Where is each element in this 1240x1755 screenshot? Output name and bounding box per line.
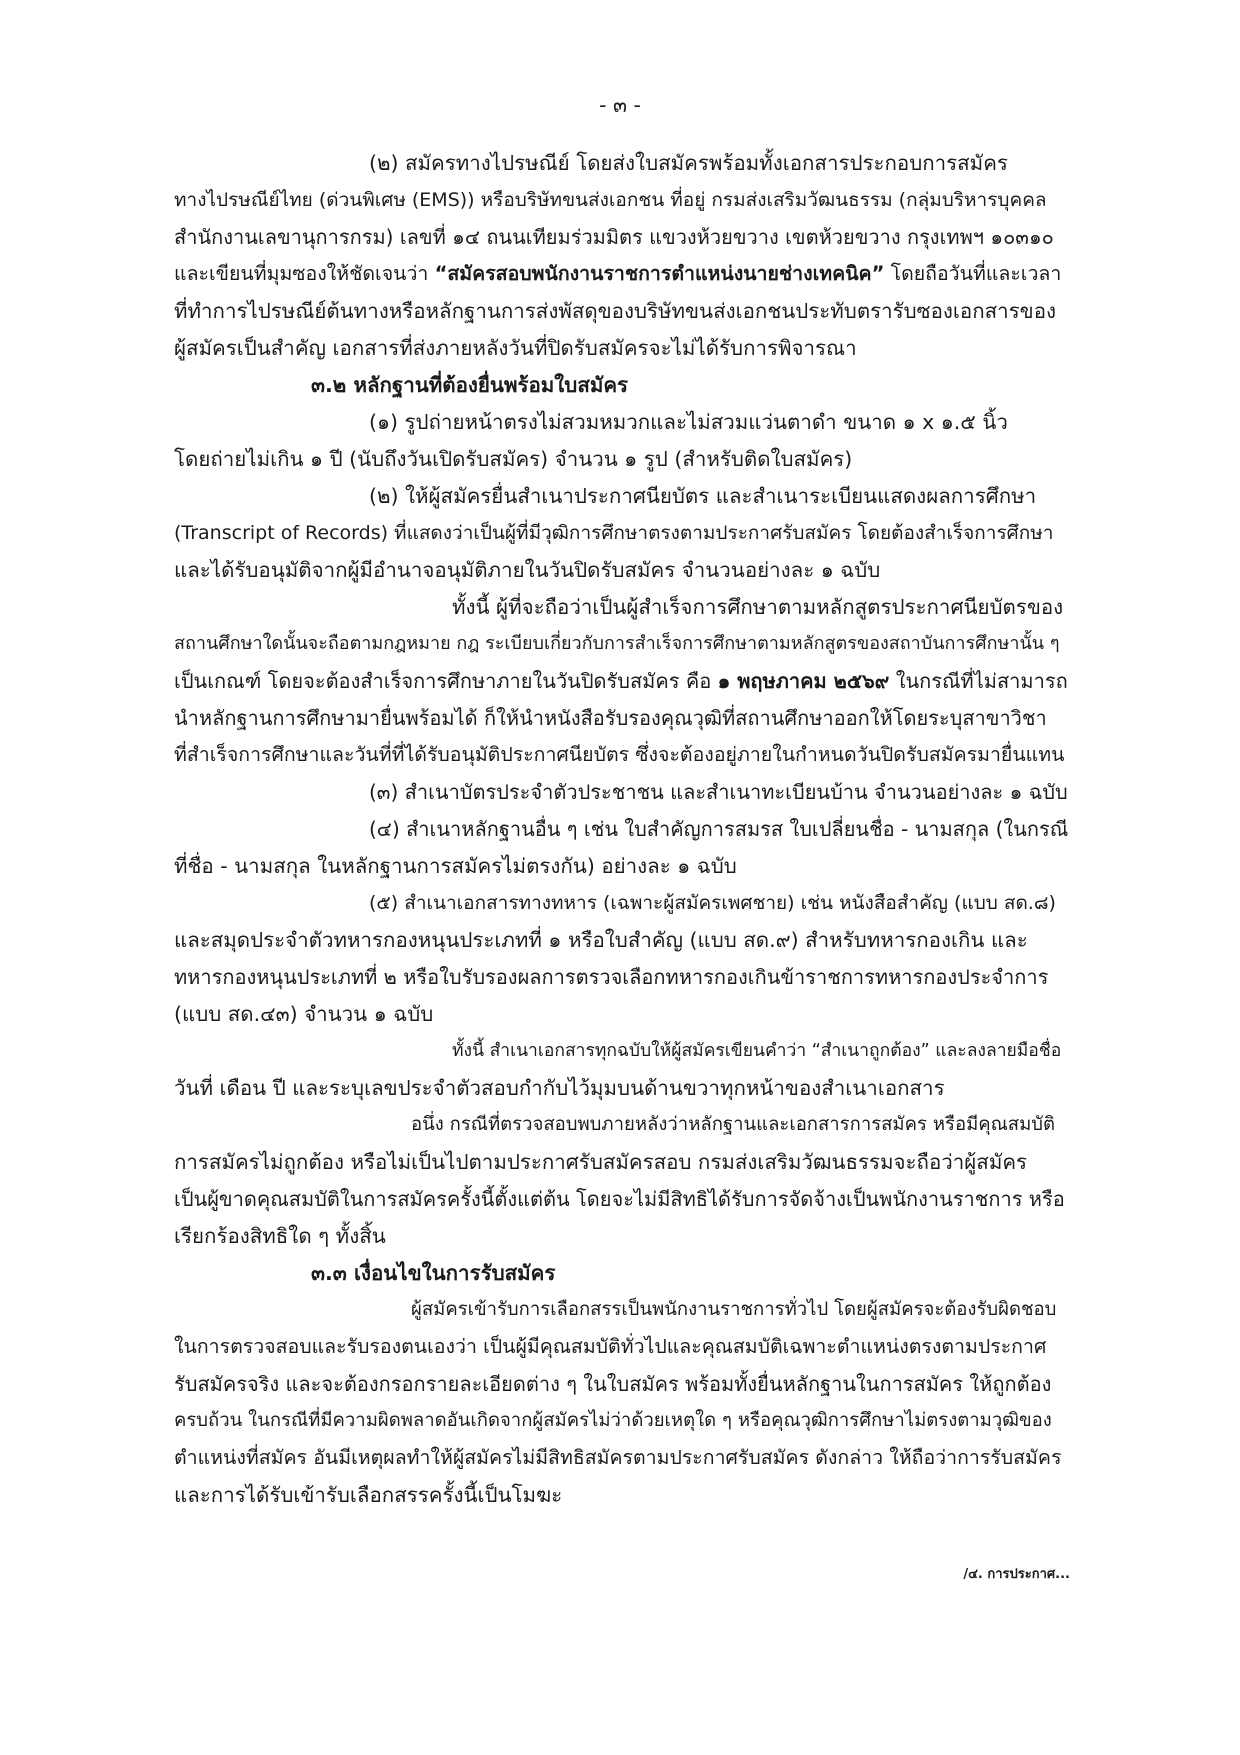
body-line: (๒) ให้ผู้สมัครยื่นสำเนาประกาศนียบัตร และสำเนาระเบียนแสดงผลการศึกษา: [369, 484, 1037, 508]
body-line: [174, 666, 1068, 696]
section-heading: ๓.๒ หลักฐานที่ต้องยื่นพร้อมใบสมัคร: [311, 373, 629, 397]
page-number: - ๓ -: [599, 93, 641, 117]
body-line: รับสมัครจริง และจะต้องกรอกรายละเอียดต่าง ๆ ในใบสมัคร พร้อมทั้งยื่นหลักฐานในการสมัคร ให้ถูกต้อง: [174, 1372, 1052, 1396]
body-line: [174, 259, 1061, 289]
emphasis-date: ๑ พฤษภาคม ๒๕๖๙: [717, 669, 890, 693]
body-line: โดยถ่ายไม่เกิน ๑ ปี (นับถึงวันเปิดรับสมัคร) จำนวน ๑ รูป (สำหรับติดใบสมัคร): [174, 447, 853, 471]
body-line: ทางไปรษณีย์ไทย (ด่วนพิเศษ (EMS)) หรือบริษัทขนส่งเอกชน ที่อยู่ กรมส่งเสริมวัฒนธรรม (กลุ่มบริหารบุคคล: [174, 189, 1047, 211]
body-line: ทั้งนี้ ผู้ที่จะถือว่าเป็นผู้สำเร็จการศึกษาตามหลักสูตรประกาศนียบัตรของ: [452, 595, 1064, 619]
body-line: การสมัครไม่ถูกต้อง หรือไม่เป็นไปตามประกาศรับสมัครสอบ กรมส่งเสริมวัฒนธรรมจะถือว่าผู้สมัคร: [174, 1150, 1028, 1174]
body-line: (๒) สมัครทางไปรษณีย์ โดยส่งใบสมัครพร้อมทั้งเอกสารประกอบการสมัคร: [369, 151, 1008, 175]
body-line: ที่สำเร็จการศึกษาและวันที่ที่ได้รับอนุมัติประกาศนียบัตร ซึ่งจะต้องอยู่ภายในกำหนดวันปิดรับสมัครมายื่นแทน: [174, 743, 1065, 766]
line-text: ในกรณีที่ไม่สามารถ: [889, 669, 1068, 693]
body-line: ทั้งนี้ สำเนาเอกสารทุกฉบับให้ผู้สมัครเขียนคำว่า “สำเนาถูกต้อง” และลงลายมือชื่อ: [452, 1041, 1062, 1061]
body-line: (Transcript of Records) ที่แสดงว่าเป็นผู้ที่มีวุฒิการศึกษาตรงตามประกาศรับสมัคร โดยต้องสำเร็จการศึกษา: [174, 522, 1054, 544]
body-line: ทหารกองหนุนประเภทที่ ๒ หรือใบรับรองผลการตรวจเลือกทหารกองเกินข้าราชการทหารกองประจำการ: [174, 965, 1049, 989]
emphasis-text: “สมัครสอบพนักงานราชการตำแหน่งนายช่างเทคนิค”: [434, 262, 885, 285]
body-line: ที่ชื่อ - นามสกุล ในหลักฐานการสมัครไม่ตรงกัน) อย่างละ ๑ ฉบับ: [174, 854, 737, 878]
body-line: (๔) สำเนาหลักฐานอื่น ๆ เช่น ใบสำคัญการสมรส ใบเปลี่ยนชื่อ - นามสกุล (ในกรณี: [369, 817, 1069, 841]
body-line: เป็นผู้ขาดคุณสมบัติในการสมัครครั้งนี้ตั้งแต่ต้น โดยจะไม่มีสิทธิได้รับการจัดจ้างเป็นพนักงานราชการ หรือ: [174, 1187, 1065, 1211]
body-line: ในการตรวจสอบและรับรองตนเองว่า เป็นผู้มีคุณสมบัติทั่วไปและคุณสมบัติเฉพาะตำแหน่งตรงตามประกาศ: [174, 1335, 1047, 1358]
body-line: (๑) รูปถ่ายหน้าตรงไม่สวมหมวกและไม่สวมแว่นตาดำ ขนาด ๑ x ๑.๕ นิ้ว: [369, 410, 1008, 434]
body-line: ตำแหน่งที่สมัคร อันมีเหตุผลทำให้ผู้สมัครไม่มีสิทธิสมัครตามประกาศรับสมัคร ดังกล่าว ให้ถือว่าการรับสมัคร: [174, 1446, 1062, 1469]
body-line: สถานศึกษาใดนั้นจะถือตามกฎหมาย กฎ ระเบียบเกี่ยวกับการสำเร็จการศึกษาตามหลักสูตรของสถาบันการศึกษานั้น ๆ: [174, 633, 1060, 654]
body-line: ผู้สมัครเป็นสำคัญ เอกสารที่ส่งภายหลังวันที่ปิดรับสมัครจะไม่ได้รับการพิจารณา: [174, 336, 857, 360]
body-line: สำนักงานเลขานุการกรม) เลขที่ ๑๔ ถนนเทียมร่วมมิตร แขวงห้วยขวาง เขตห้วยขวาง กรุงเทพฯ ๑๐๓๑๐: [174, 225, 1054, 249]
body-line: วันที่ เดือน ปี และระบุเลขประจำตัวสอบกำกับไว้มุมบนด้านขวาทุกหน้าของสำเนาเอกสาร: [174, 1076, 945, 1100]
body-line: ผู้สมัครเข้ารับการเลือกสรรเป็นพนักงานราชการทั่วไป โดยผู้สมัครจะต้องรับผิดชอบ: [411, 1299, 1057, 1320]
body-line: (๕) สำเนาเอกสารทางทหาร (เฉพาะผู้สมัครเพศชาย) เช่น หนังสือสำคัญ (แบบ สด.๘): [369, 892, 1056, 914]
body-line: นำหลักฐานการศึกษามายื่นพร้อมได้ ก็ให้นำหนังสือรับรองคุณวุฒิที่สถานศึกษาออกให้โดยระบุสาขาวิชา: [174, 706, 1047, 730]
body-line: ครบถ้วน ในกรณีที่มีความผิดพลาดอันเกิดจากผู้สมัครไม่ว่าด้วยเหตุใด ๆ หรือคุณวุฒิการศึกษาไม่ตรงตามวุฒิของ: [174, 1410, 1052, 1431]
line-text: และเขียนที่มุมซองให้ชัดเจนว่า: [174, 262, 435, 285]
body-line: (๓) สำเนาบัตรประจำตัวประชาชน และสำเนาทะเบียนบ้าน จำนวนอย่างละ ๑ ฉบับ: [369, 780, 1068, 804]
body-line: อนึ่ง กรณีที่ตรวจสอบพบภายหลังว่าหลักฐานและเอกสารการสมัคร หรือมีคุณสมบัติ: [411, 1114, 1056, 1135]
continuation-marker: /๔. การประกาศ...: [963, 1567, 1070, 1582]
line-text: โดยถือวันที่และเวลา: [884, 262, 1062, 285]
body-line: เรียกร้องสิทธิใด ๆ ทั้งสิ้น: [174, 1224, 386, 1248]
body-line: และสมุดประจำตัวทหารกองหนุนประเภทที่ ๑ หรือใบสำคัญ (แบบ สด.๙) สำหรับทหารกองเกิน และ: [174, 928, 1028, 952]
section-heading: ๓.๓ เงื่อนไขในการรับสมัคร: [311, 1261, 556, 1285]
body-line: และการได้รับเข้ารับเลือกสรรครั้งนี้เป็นโมฆะ: [174, 1483, 563, 1507]
body-line: ที่ทำการไปรษณีย์ต้นทางหรือหลักฐานการส่งพัสดุของบริษัทขนส่งเอกชนประทับตรารับซองเอกสารของ: [174, 299, 1057, 323]
body-line: (แบบ สด.๔๓) จำนวน ๑ ฉบับ: [174, 1002, 434, 1026]
line-text: เป็นเกณฑ์ โดยจะต้องสำเร็จการศึกษาภายในวันปิดรับสมัคร คือ: [174, 669, 718, 693]
body-line: และได้รับอนุมัติจากผู้มีอำนาจอนุมัติภายในวันปิดรับสมัคร จำนวนอย่างละ ๑ ฉบับ: [174, 558, 881, 582]
